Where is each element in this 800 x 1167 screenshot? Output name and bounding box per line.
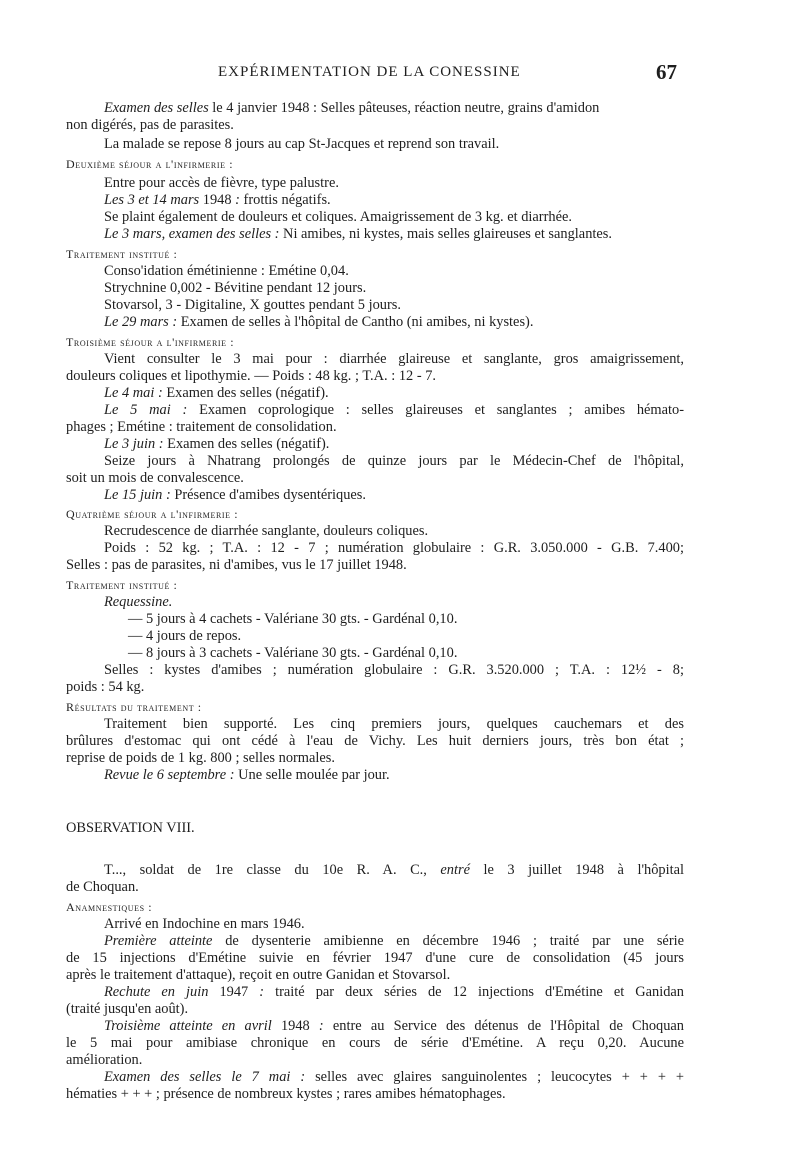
text-run: de dysenterie amibienne en décembre 1946 ; traité par une série [212, 933, 684, 949]
text-run: 1948 [271, 1018, 319, 1034]
text-line [104, 716, 684, 733]
text-run: Présence d'amibes dysentériques. [170, 487, 366, 503]
italic-text: Les 3 et 14 mars [104, 192, 200, 208]
text-run: Se plaint également de douleurs et coliques. Amaigrissement de 3 kg. et diarrhée. [104, 209, 572, 225]
text-line [66, 1086, 684, 1103]
text-line [66, 557, 684, 574]
section-heading [66, 699, 684, 716]
text-run: Selles : kystes d'amibes ; numération globulaire : G.R. 3.520.000 ; T.A. : 12½ - 8; [104, 662, 684, 678]
text-line [66, 879, 684, 896]
text-line [104, 402, 684, 419]
italic-text: Première atteinte [104, 933, 213, 949]
text-run: Ni amibes, ni kystes, mais selles glaireuses et sanglantes. [279, 226, 612, 242]
text-line [66, 750, 684, 767]
text-run: le 5 mai pour amibiase chronique en cours de série d'Emétine. A reçu 0,20. Aucune [66, 1035, 684, 1051]
text-run: Anamnestiques : [66, 900, 153, 914]
text-line [104, 916, 684, 933]
text-run: frottis négatifs. [239, 192, 331, 208]
text-line [104, 540, 684, 557]
text-line [104, 767, 684, 784]
text-line [66, 117, 684, 134]
text-run: hématies + + + ; présence de nombreux kystes ; rares amibes hématophages. [66, 1086, 506, 1102]
text-run: Examen des selles (négatif). [163, 436, 330, 452]
text-line [104, 1018, 684, 1035]
text-run: brûlures d'estomac qui ont cédé à l'eau de Vichy. Les huit derniers jours, très bon état ; [66, 733, 684, 749]
text-run: — 5 jours à 4 cachets - Valériane 30 gts. - Gardénal 0,10. [128, 611, 458, 627]
text-run: Entre pour accès de fièvre, type palustre. [104, 175, 339, 191]
section-heading [66, 246, 684, 263]
section-heading [66, 506, 684, 523]
text-line [104, 984, 684, 1001]
italic-text: Le 3 mars, examen des selles : [104, 226, 280, 242]
text-run: Traitement bien supporté. Les cinq premiers jours, quelques cauchemars et des [104, 716, 684, 732]
text-line [104, 436, 684, 453]
text-line [104, 136, 684, 153]
text-line [104, 523, 684, 540]
text-run: le 3 juillet 1948 à l'hôpital [469, 862, 685, 878]
text-line [104, 175, 684, 192]
text-line [104, 1069, 684, 1086]
text-run: Examen de selles à l'hôpital de Cantho (ni amibes, ni kystes). [177, 314, 534, 330]
text-run: phages ; Emétine : traitement de consolidation. [66, 419, 337, 435]
text-run: de 15 injections d'Emétine suivie en février 1947 d'une cure de consolidation (45 jours [66, 950, 684, 966]
text-line [104, 314, 684, 331]
running-title: EXPÉRIMENTATION DE LA CONESSINE [218, 64, 521, 80]
text-run: Examen des selles (négatif). [162, 385, 329, 401]
text-line [128, 628, 746, 645]
text-run: soit un mois de convalescence. [66, 470, 244, 486]
text-line [104, 209, 684, 226]
text-run: douleurs coliques et lipothymie. — Poids : 48 kg. ; T.A. : 12 - 7. [66, 368, 437, 384]
text-run: Arrivé en Indochine en mars 1946. [104, 916, 305, 932]
text-run: traité par deux séries de 12 injections d'Emétine et Ganidan [264, 984, 684, 1000]
text-run: 1947 [208, 984, 260, 1000]
text-run: — 4 jours de repos. [128, 628, 242, 644]
text-line [104, 280, 684, 297]
italic-text: Examen des selles [104, 100, 209, 116]
text-line [128, 645, 746, 662]
section-heading [66, 156, 684, 173]
text-run: Selles : pas de parasites, ni d'amibes, vus le 17 juillet 1948. [66, 557, 407, 573]
italic-text: : [235, 192, 240, 208]
text-line [104, 100, 684, 117]
text-line [104, 487, 684, 504]
text-run: Vient consulter le 3 mai pour : diarrhée glaireuse et sanglante, gros amaigrissement, [104, 351, 684, 367]
italic-text: Rechute en juin [104, 984, 209, 1000]
text-line [66, 733, 684, 750]
text-run: poids : 54 kg. [66, 679, 145, 695]
italic-text: Requessine. [104, 594, 173, 610]
text-run: Conso'idation émétinienne : Emétine 0,04. [104, 263, 349, 279]
italic-text: Le 4 mai : [104, 385, 163, 401]
text-run: le 4 janvier 1948 : Selles pâteuses, réaction neutre, grains d'amidon [208, 100, 600, 116]
text-run: Poids : 52 kg. ; T.A. : 12 - 7 ; numération globulaire : G.R. 3.050.000 - G.B. 7.400; [104, 540, 684, 556]
text-run: reprise de poids de 1 kg. 800 ; selles normales. [66, 750, 335, 766]
text-run: Examen coprologique : selles glaireuses et sanglantes ; amibes hémato- [187, 402, 684, 418]
italic-text: Revue le 6 septembre : [104, 767, 235, 783]
section-heading [66, 899, 684, 916]
italic-text: Le 15 juin : [104, 487, 171, 503]
text-run: Troisième séjour a l'infirmerie : [66, 335, 235, 349]
text-line [104, 263, 684, 280]
italic-text: Le 29 mars : [104, 314, 178, 330]
section-heading [66, 334, 684, 351]
text-run: Strychnine 0,002 - Bévitine pendant 12 jours. [104, 280, 367, 296]
italic-text: Le 5 mai : [104, 402, 188, 418]
text-line [104, 862, 684, 879]
text-run: Recrudescence de diarrhée sanglante, douleurs coliques. [104, 523, 429, 539]
text-line [104, 662, 684, 679]
italic-text: Examen des selles le 7 mai : [104, 1069, 306, 1085]
text-run: Traitement institué : [66, 578, 178, 592]
text-line [104, 297, 684, 314]
text-run: Seize jours à Nhatrang prolongés de quinze jours par le Médecin-Chef de l'hôpital, [104, 453, 684, 469]
text-line [66, 1035, 684, 1052]
text-line [104, 192, 684, 209]
text-line [66, 950, 684, 967]
text-run: La malade se repose 8 jours au cap St-Jacques et reprend son travail. [104, 136, 500, 152]
text-run: Résultats du traitement : [66, 700, 202, 714]
section-heading [66, 577, 684, 594]
text-run: — 8 jours à 3 cachets - Valériane 30 gts. - Gardénal 0,10. [128, 645, 458, 661]
italic-text: Troisième atteinte en avril [104, 1018, 272, 1034]
italic-text: Le 3 juin : [104, 436, 164, 452]
observation-title: OBSERVATION VIII. [66, 820, 195, 836]
text-run: Une selle moulée par jour. [234, 767, 390, 783]
text-run: non digérés, pas de parasites. [66, 117, 234, 133]
text-run: Traitement institué : [66, 247, 178, 261]
italic-text: : [259, 984, 265, 1000]
text-line [104, 453, 684, 470]
page-number: 67 [656, 60, 677, 84]
text-run: selles avec glaires sanguinolentes ; leucocytes + + + + [305, 1069, 684, 1085]
italic-text: : [318, 1018, 324, 1034]
text-line [104, 594, 684, 611]
text-line [66, 1001, 684, 1018]
italic-text: entré [440, 862, 470, 878]
text-line [66, 1052, 684, 1069]
text-line [66, 368, 684, 385]
text-run: Stovarsol, 3 - Digitaline, X gouttes pendant 5 jours. [104, 297, 401, 313]
text-line [66, 679, 684, 696]
text-run: 1948 [199, 192, 236, 208]
text-line [66, 967, 684, 984]
text-line [66, 419, 684, 436]
text-line [66, 470, 684, 487]
text-run: après le traitement d'attaque), reçoit en outre Ganidan et Stovarsol. [66, 967, 451, 983]
text-run: entre au Service des détenus de l'Hôpital de Choquan [323, 1018, 684, 1034]
text-run: amélioration. [66, 1052, 143, 1068]
text-run: (traité jusqu'en août). [66, 1001, 189, 1017]
text-run: Deuxième séjour a l'infirmerie : [66, 157, 234, 171]
text-run: T..., soldat de 1re classe du 10e R. A. C., [104, 862, 441, 878]
text-line [128, 611, 746, 628]
text-line [104, 226, 684, 243]
text-run: Quatrième séjour a l'infirmerie : [66, 507, 239, 521]
text-line [104, 351, 684, 368]
text-line [104, 385, 684, 402]
text-run: de Choquan. [66, 879, 139, 895]
text-line [104, 933, 684, 950]
